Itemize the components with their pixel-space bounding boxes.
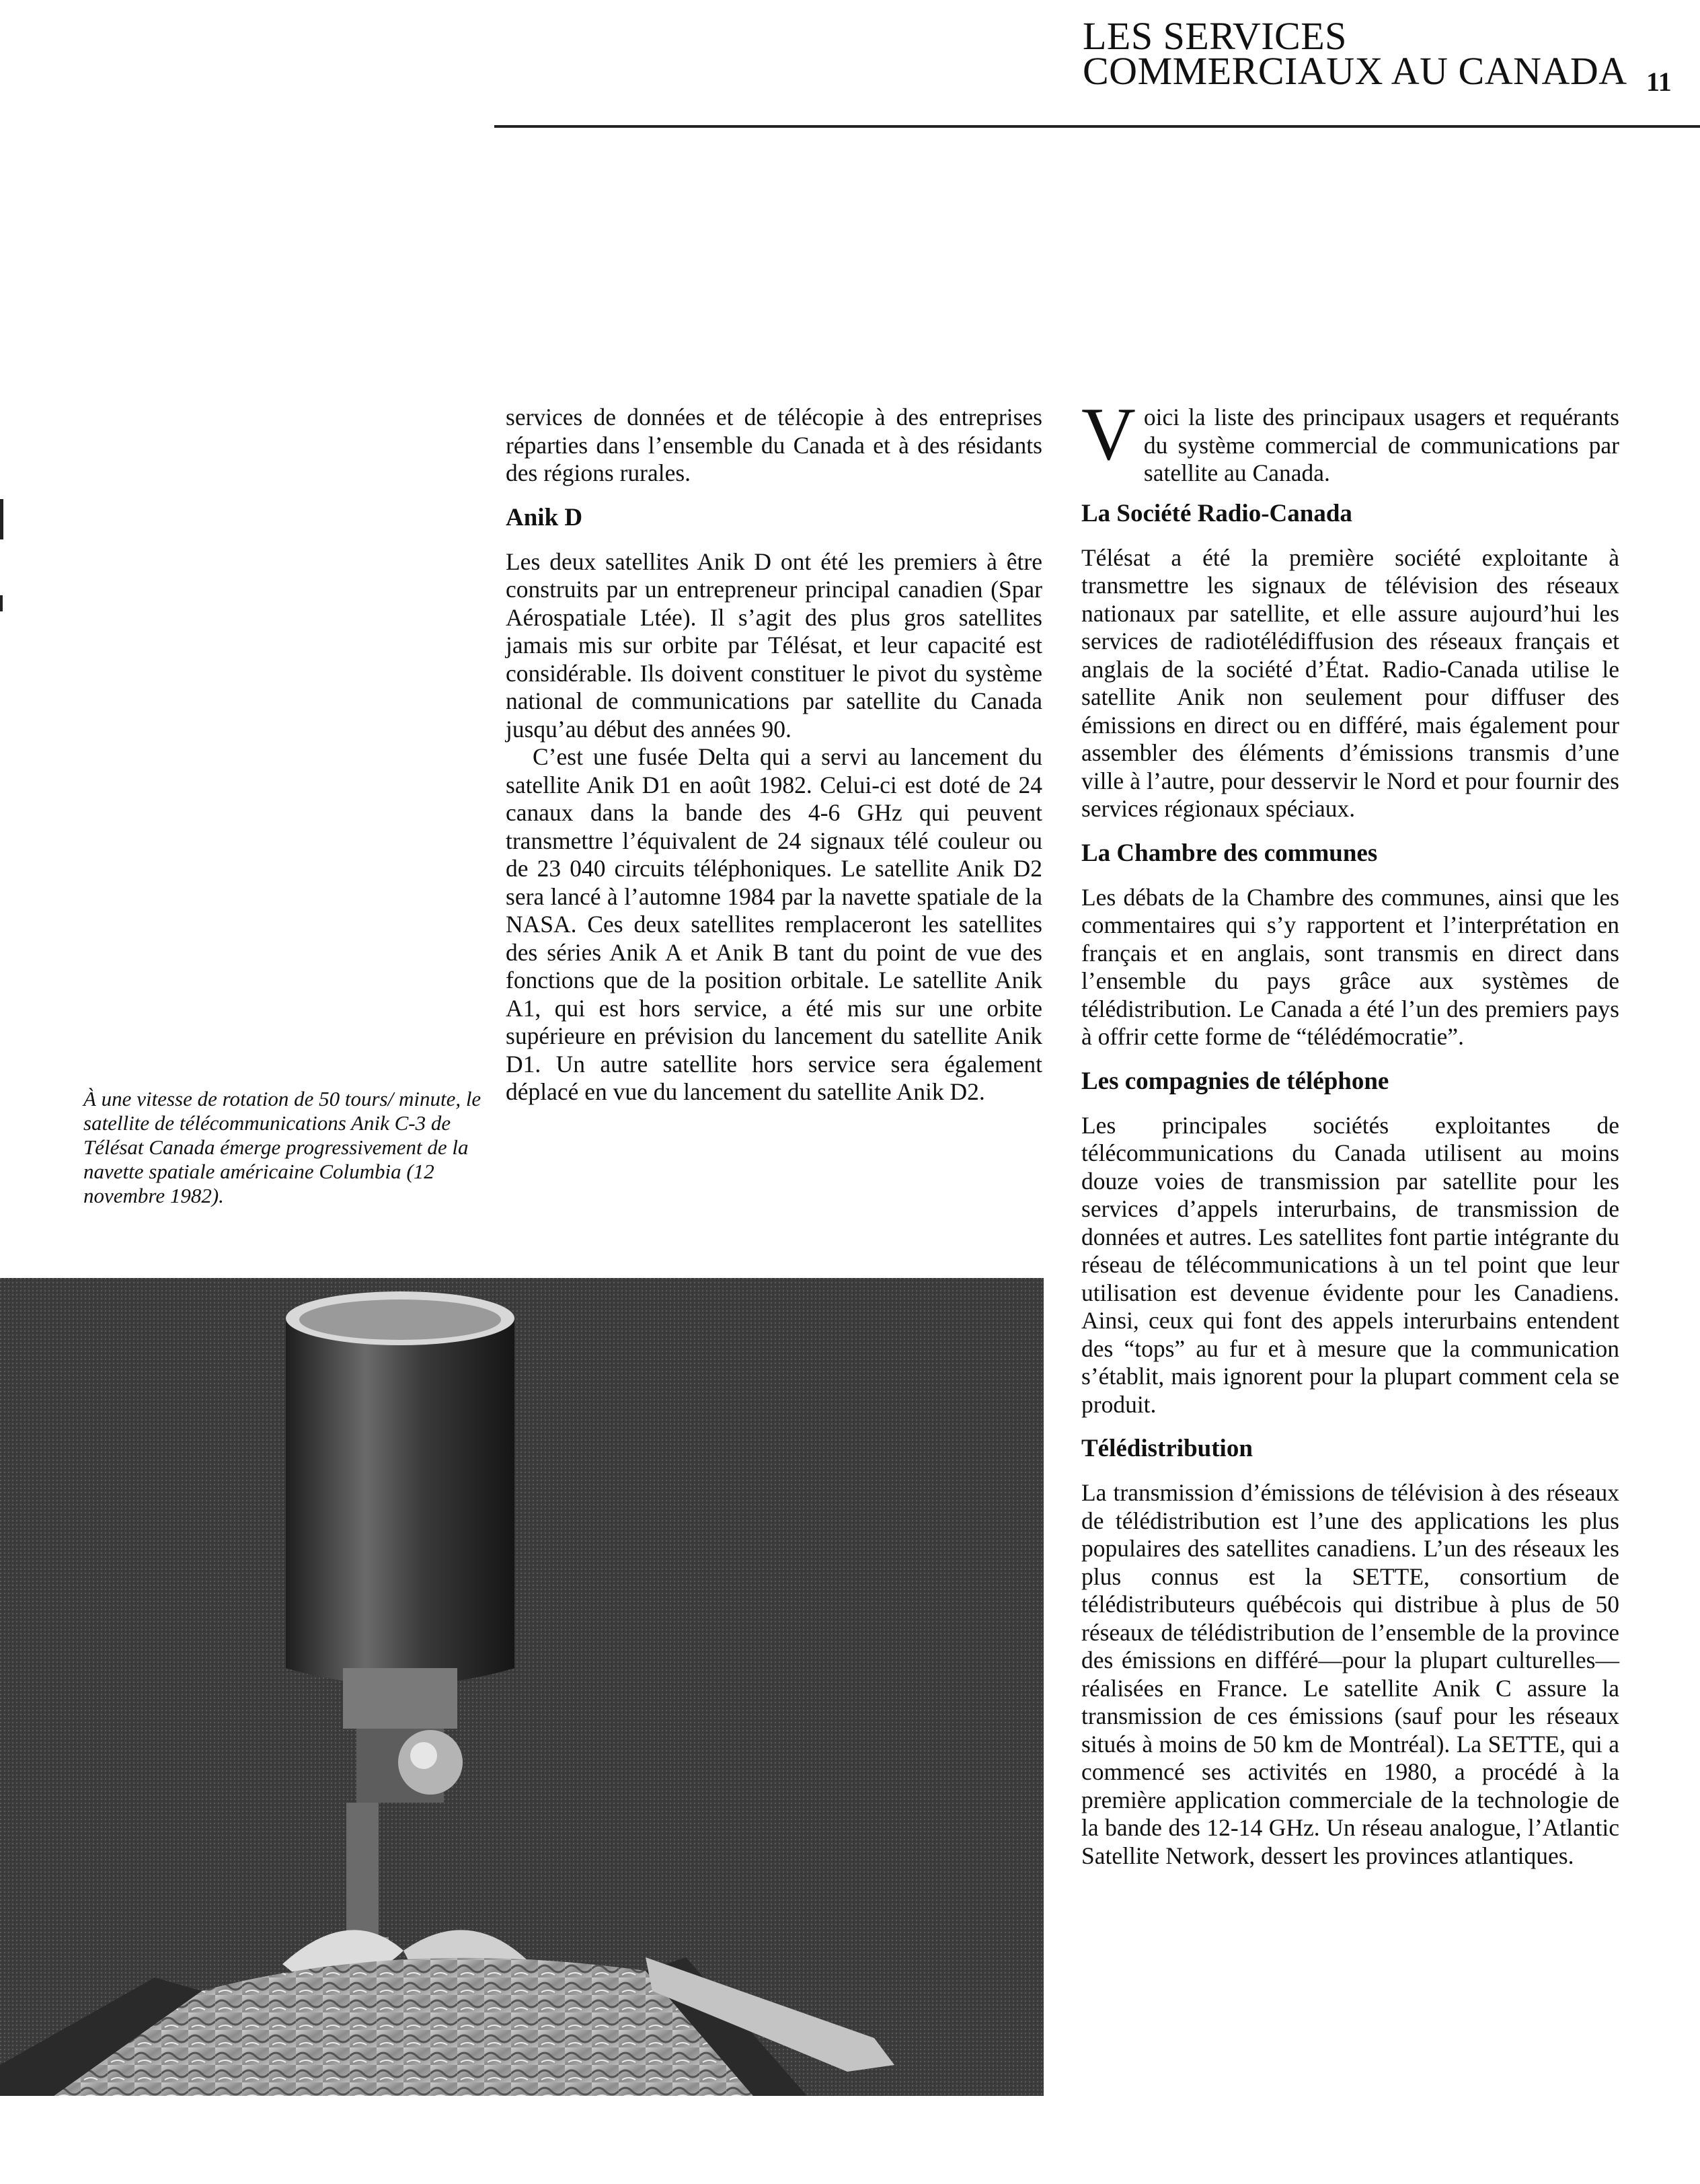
drop-cap: V xyxy=(1081,393,1136,476)
photo-caption: À une vitesse de rotation de 50 tours/ minute, le satellite de télécommunications Anik C-3 de Télésat Canada émerge progressivement de la navette spatiale américaine Columbia (12 novembre 1982). xyxy=(83,1087,481,1207)
middle-column xyxy=(506,404,1042,1106)
section-heading: La Société Radio-Canada xyxy=(1081,499,1352,527)
body-paragraph: C’est une fusée Delta qui a servi au lancement du satellite Anik D1 en août 1982. Celui-ci est doté de 24 canaux dans la bande des 4-6 GHz qui peuvent transmettre l’équivalent de 24 signaux télé couleur ou de 23 040 circuits téléphoniques. Le satellite Anik D2 sera lancé à l’automne 1984 par la navette spatiale de la NASA. Ces deux satellites remplaceront les satellites des séries Anik A et Anik B tant du point de vue des fonctions que de la position orbitale. Le satellite Anik A1, qui est hors service, a été mis sur une orbite supérieure en prévision du lancement du satellite Anik D1. Un autre satellite hors service sera également déplacé en vue du lancement du satellite Anik D2. xyxy=(506,743,1042,1105)
section-heading: Les compagnies de téléphone xyxy=(1081,1067,1389,1095)
scan-mark xyxy=(0,595,3,611)
body-paragraph: Les débats de la Chambre des communes, ainsi que les commentaires qui s’y rapportent et l’interprétation en français et en anglais, sont transmis en direct dans l’ensemble du pays grâce aux systèmes de télédistribution. Le Canada a été l’un des premiers pays à offrir cette forme de “télédémocratie”. xyxy=(1081,883,1619,1050)
header-rule xyxy=(494,125,1700,128)
body-paragraph: Télésat a été la première société exploitante à transmettre les signaux de télévision des réseaux nationaux par satellite, et elle assure aujourd’hui les services de radiotélédiffusion des réseaux français et anglais de la société d’État. Radio-Canada utilise le satellite Anik non seulement pour diffuser des émissions en direct ou en différé, mais également pour assembler des éléments d’émissions transmis d’une ville à l’autre, pour desservir le Nord et pour fournir des services régionaux spéciaux. xyxy=(1081,543,1619,822)
intro-paragraph xyxy=(1081,393,1619,488)
right-column xyxy=(1081,393,1619,1870)
section-heading: Télédistribution xyxy=(1081,1435,1253,1462)
body-paragraph: Les principales sociétés exploitantes de télécommunications du Canada utilisent au moins douze voies de transmission par satellite pour les services d’appels interurbains, de transmission de données et autres. Les satellites font partie intégrante du réseau de télécommunications à un tel point que leur utilisation est devenue évidente pour les Canadiens. Ainsi, ceux qui font des appels interurbains entendent des “tops” au fur et à mesure que la communication s’établit, mais ignorent pour la plupart comment cela se produit. xyxy=(1081,1111,1619,1418)
chapter-title-line2: COMMERCIAUX AU CANADA xyxy=(1083,49,1627,93)
satellite-photo xyxy=(0,1278,1044,2096)
body-paragraph: La transmission d’émissions de télévision à des réseaux de télédistribution est l’une des applications les plus populaires des satellites canadiens. L’un des réseaux les plus connus est la SETTE, consortium de télédistributeurs québécois qui distribue à plus de 50 réseaux de télédistribution de l’ensemble de la province des émissions en différé—pour la plupart culturelles—réalisées en France. Le satellite Anik C assure la transmission de ces émissions (sauf pour les réseaux situés à moins de 50 km de Montréal). La SETTE, qui a commencé ses activités en 1980, a procédé à la première application commerciale de la technologie de la bande des 12-14 GHz. Un réseau analogue, l’Atlantic Satellite Network, dessert les provinces atlantiques. xyxy=(1081,1479,1619,1869)
satellite-illustration xyxy=(0,1278,1044,2096)
section-heading: La Chambre des communes xyxy=(1081,839,1378,867)
section-heading: Anik D xyxy=(506,503,583,531)
intro-paragraph: services de données et de télécopie à des entreprises réparties dans l’ensemble du Canada et à des résidants des régions rurales. xyxy=(506,404,1042,486)
intro-text: oici la liste des principaux usagers et requérants du système commercial de communications par satellite au Canada. xyxy=(1143,404,1619,486)
body-paragraph: Les deux satellites Anik D ont été les premiers à être construits par un entrepreneur principal canadien (Spar Aérospatiale Ltée). Il s’agit des plus gros satellites jamais mis sur orbite par Télésat, et leur capacité est considérable. Ils doivent constituer le pivot du système national de communications par satellite du Canada jusqu’au début des années 90. xyxy=(506,548,1042,743)
page-number: 11 xyxy=(1646,67,1672,97)
chapter-title-line1: LES SERVICES xyxy=(1083,14,1347,58)
chapter-title xyxy=(1083,14,1627,93)
scan-mark xyxy=(0,499,3,539)
